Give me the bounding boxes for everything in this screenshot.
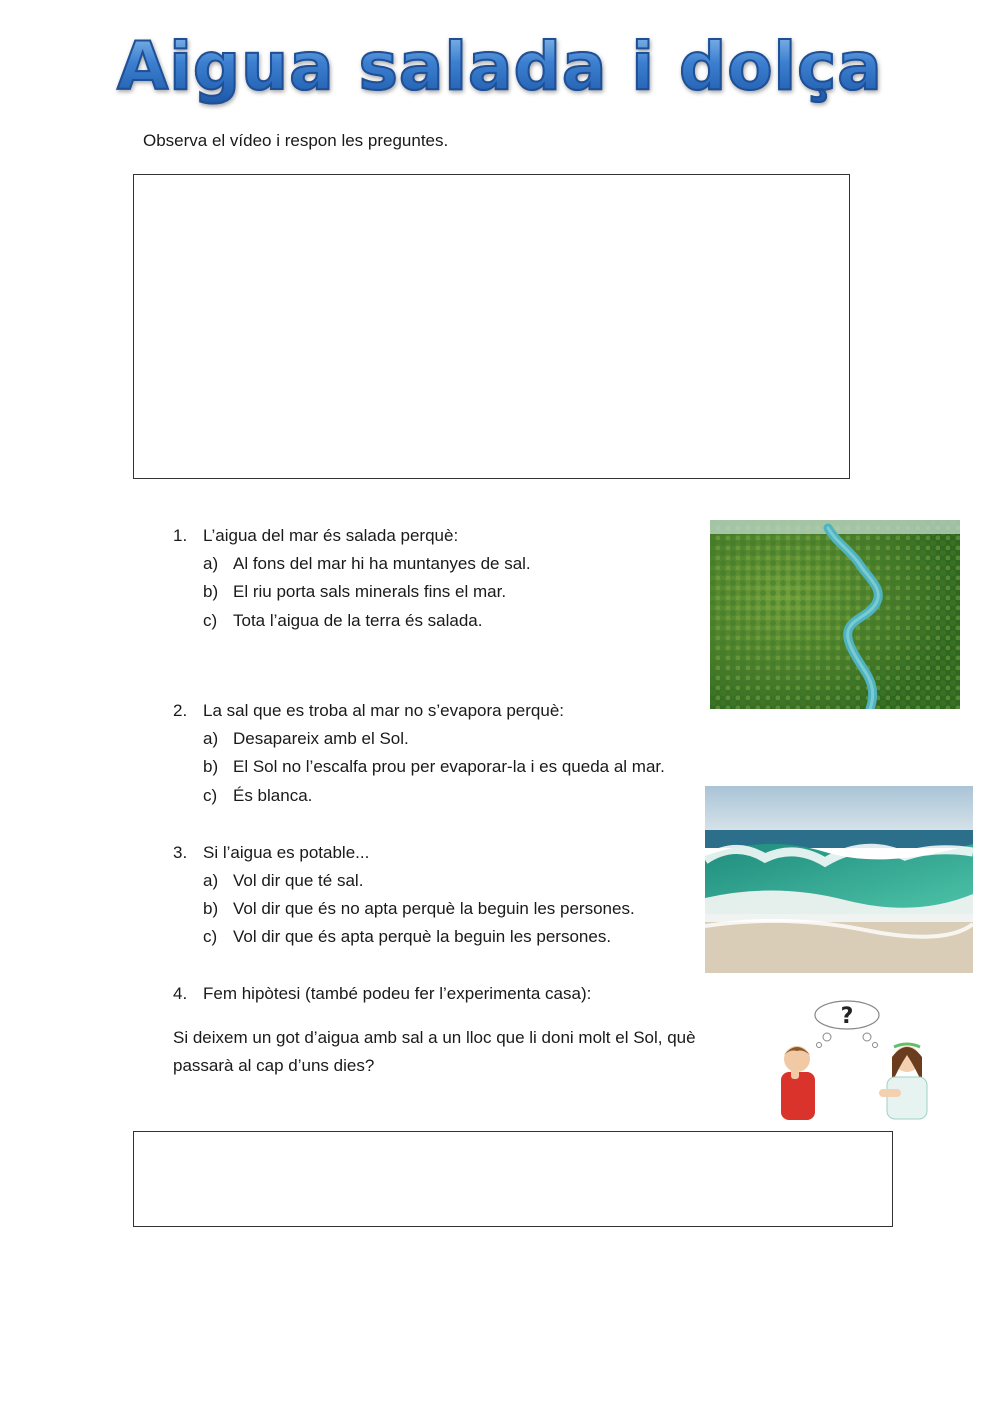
question-2 — [173, 697, 564, 725]
thinking-kids-image — [775, 997, 930, 1122]
question-3-text: Si l’aigua es potable... — [203, 843, 370, 862]
video-frame[interactable] — [133, 174, 850, 479]
option-letter: c) — [203, 927, 218, 946]
instruction-text: Observa el vídeo i respon les preguntes. — [143, 131, 449, 150]
question-3-number: 3. — [173, 843, 188, 862]
option-letter: a) — [203, 729, 219, 748]
thinking-kids-illustration — [775, 997, 930, 1122]
question-2-option-a[interactable] — [203, 725, 409, 753]
question-3-option-a[interactable] — [203, 867, 363, 895]
question-4-number: 4. — [173, 984, 188, 1003]
question-2-number: 2. — [173, 701, 188, 720]
option-text: El riu porta sals minerals fins el mar. — [233, 582, 507, 601]
question-1-number: 1. — [173, 526, 188, 545]
question-4-text: Fem hipòtesi (també podeu fer l’experimenta casa): — [203, 984, 592, 1003]
river-forest-image — [710, 520, 960, 709]
question-2-text: La sal que es troba al mar no s’evapora perquè: — [203, 701, 565, 720]
river-forest-illustration — [710, 520, 960, 709]
option-letter: c) — [203, 786, 218, 805]
option-letter: a) — [203, 871, 219, 890]
option-text: Vol dir que és no apta perquè la beguin les persones. — [233, 899, 635, 918]
option-text: Al fons del mar hi ha muntanyes de sal. — [233, 554, 531, 573]
option-text: Vol dir que té sal. — [233, 871, 364, 890]
question-2-option-c[interactable] — [203, 782, 312, 810]
question-mark-icon: ? — [840, 1004, 854, 1029]
question-3-option-c[interactable] — [203, 923, 611, 951]
option-text: Vol dir que és apta perquè la beguin les persones. — [233, 927, 612, 946]
question-4 — [173, 980, 591, 1008]
question-3 — [173, 839, 369, 867]
question-3-option-b[interactable] — [203, 895, 635, 923]
option-text: És blanca. — [233, 786, 313, 805]
answer-box[interactable] — [133, 1131, 893, 1227]
question-1-option-a[interactable] — [203, 550, 531, 578]
question-1 — [173, 522, 458, 550]
option-letter: b) — [203, 899, 219, 918]
option-letter: a) — [203, 554, 219, 573]
option-letter: c) — [203, 611, 218, 630]
option-letter: b) — [203, 757, 219, 776]
worksheet-title: Aigua salada i dolça — [0, 28, 1000, 105]
sea-wave-illustration — [705, 786, 973, 973]
question-1-option-c[interactable] — [203, 607, 483, 635]
question-1-option-b[interactable] — [203, 578, 506, 606]
option-text: Desapareix amb el Sol. — [233, 729, 409, 748]
sea-wave-image — [705, 786, 973, 973]
option-letter: b) — [203, 582, 219, 601]
question-1-text: L’aigua del mar és salada perquè: — [203, 526, 459, 545]
option-text: Tota l’aigua de la terra és salada. — [233, 611, 483, 630]
hypothesis-prompt: Si deixem un got d’aigua amb sal a un lloc que li doni molt el Sol, què passarà al cap d’uns dies? — [173, 1028, 696, 1075]
option-text: El Sol no l’escalfa prou per evaporar-la i es queda al mar. — [233, 757, 665, 776]
question-2-option-b[interactable] — [203, 753, 665, 781]
